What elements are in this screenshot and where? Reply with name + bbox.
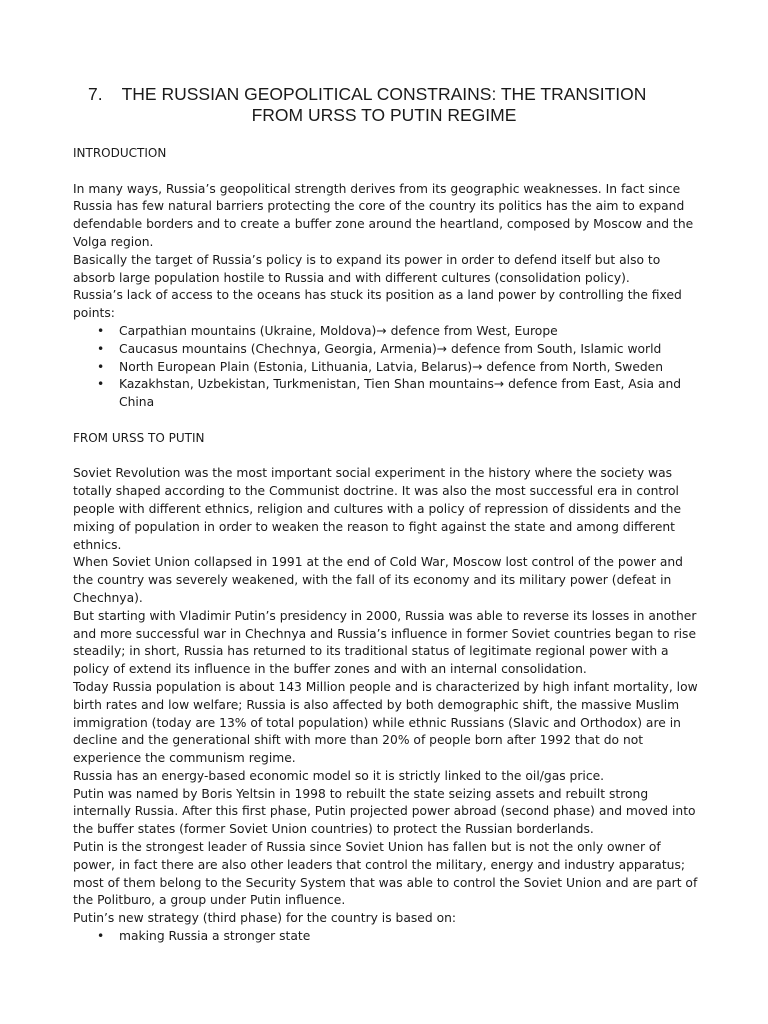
bullet-text: making Russia a stronger state <box>119 929 311 944</box>
paragraph: Today Russia population is about 143 Million people and is characterized by high infant mortality, low birth rates and low welfare; Russia is also affected by both demographic shift, the massive Muslim immigration (today are 13% of total population) while ethnic Russians (Slavic and Orthodox) are in decline and the generational shift with more than 20% of people born after 1992 that do not experience the communism regime. <box>73 679 698 766</box>
bullet-defence: defence from South, Islamic world <box>451 341 662 356</box>
title-line-1: THE RUSSIAN GEOPOLITICAL CONSTRAINS: THE TRANSITION <box>121 84 647 104</box>
paragraph: Putin’s new strategy (third phase) for the country is based on: <box>73 911 457 926</box>
paragraph: Russia’s lack of access to the oceans has stuck its position as a land power by controlling the fixed points: <box>73 288 682 321</box>
bullet-place: Caucasus mountains (Chechnya, Georgia, Armenia) <box>119 341 437 356</box>
arrow-right-icon: → <box>376 323 387 338</box>
bullet-defence: defence from East, Asia and China <box>119 377 682 410</box>
arrow-right-icon: → <box>472 359 483 374</box>
arrow-right-icon: → <box>493 377 505 392</box>
list-item <box>73 341 703 359</box>
paragraph: But starting with Vladimir Putin’s presidency in 2000, Russia was able to reverse its losses in another and more successful war in Chechnya and Russia’s influence in former Soviet countries began to rise steadily; in short, Russia has returned to its traditional status of legitimate regional power with a policy of extend its influence in the buffer zones and with an internal consolidation. <box>73 608 697 677</box>
bullet-list-fixed-points <box>73 323 703 412</box>
heading-introduction: INTRODUCTION <box>73 146 167 160</box>
list-item <box>73 928 703 946</box>
bullet-place: Kazakhstan, Uzbekistan, Turkmenistan, Tien Shan mountains <box>119 377 494 392</box>
arrow-right-icon: → <box>436 341 448 356</box>
bullet-icon: • <box>97 929 105 944</box>
bullet-icon: • <box>97 377 105 392</box>
paragraph: Basically the target of Russia’s policy is to expand its power in order to defend itself but also to absorb large population hostile to Russia and with different cultures (consolidation policy). <box>73 252 661 285</box>
bullet-place: North European Plain (Estonia, Lithuania, Latvia, Belarus) <box>119 359 473 374</box>
paragraph: Russia has an energy-based economic model so it is strictly linked to the oil/gas price. <box>73 768 605 783</box>
document-title <box>60 84 708 126</box>
paragraph: Putin was named by Boris Yeltsin in 1998 to rebuilt the state seizing assets and rebuilt strong internally Russia. After this first phase, Putin projected power abroad (second phase) and moved into the buffer states (former Soviet Union countries) to protect the Russian borderlands. <box>73 786 696 837</box>
bullet-icon: • <box>97 359 105 374</box>
bullet-defence: defence from North, Sweden <box>486 359 664 374</box>
bullet-defence: defence from West, Europe <box>390 323 558 338</box>
paragraph: Putin is the strongest leader of Russia since Soviet Union has fallen but is not the only owner of power, in fact there are also other leaders that control the military, energy and industry apparatus; most of them belong to the Security System that was able to control the Soviet Union and are part of the Politburo, a group under Putin influence. <box>73 840 698 908</box>
bullet-list-strategy <box>73 928 703 946</box>
list-item <box>73 359 703 377</box>
list-item <box>73 376 703 412</box>
bullet-icon: • <box>97 323 105 338</box>
heading-from-urss-to-putin: FROM URSS TO PUTIN <box>73 430 205 445</box>
section-number: 7. <box>88 84 103 104</box>
list-item <box>73 323 703 341</box>
title-line-2: FROM URSS TO PUTIN REGIME <box>251 105 517 125</box>
paragraph: Soviet Revolution was the most important social experiment in the history where the society was totally shaped according to the Communist doctrine. It was also the most successful era in control people with different ethnics, religion and cultures with a policy of repression of dissidents and the mixing of population in order to weaken the reason to fight against the state and among different ethnics. <box>73 466 682 552</box>
bullet-icon: • <box>97 341 105 356</box>
bullet-place: Carpathian mountains (Ukraine, Moldova) <box>119 323 377 338</box>
paragraph: When Soviet Union collapsed in 1991 at the end of Cold War, Moscow lost control of the power and the country was severely weakened, with the fall of its economy and its military power (defeat in Chechnya). <box>73 555 683 605</box>
paragraph: In many ways, Russia’s geopolitical strength derives from its geographic weaknesses. In fact since Russia has few natural barriers protecting the core of the country its politics has the aim to expand defendable borders and to create a buffer zone around the heartland, composed by Moscow and the Volga region. <box>73 181 694 249</box>
document-body <box>73 145 703 946</box>
